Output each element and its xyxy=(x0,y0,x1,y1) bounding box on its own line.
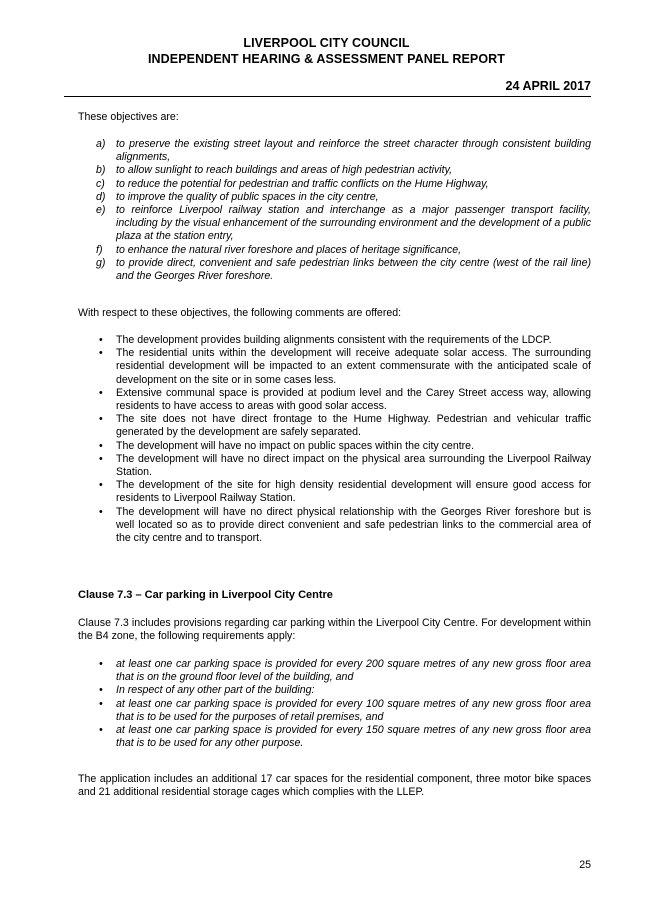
requirements-list xyxy=(96,658,591,750)
list-item xyxy=(96,347,591,387)
bullet-icon: • xyxy=(99,439,103,452)
list-item xyxy=(96,191,591,204)
list-text: The site does not have direct frontage to the Hume Highway. Pedestrian and vehicular traffic generated by the development are safely separated. xyxy=(116,413,591,439)
list-label: f) xyxy=(96,243,103,256)
bullet-icon: • xyxy=(99,334,103,346)
list-text: The development provides building alignments consistent with the requirements of the LDCP. xyxy=(116,334,552,346)
list-item xyxy=(96,453,591,479)
list-label: a) xyxy=(96,138,106,150)
bullet-icon: • xyxy=(99,684,103,697)
list-item xyxy=(96,413,591,439)
list-item xyxy=(96,658,591,684)
list-text: to preserve the existing street layout and reinforce the street character through consistent building alignments, xyxy=(116,138,591,164)
list-item xyxy=(96,387,591,413)
list-text: to provide direct, convenient and safe pedestrian links between the city centre (west of the rail line) and the Georges River foreshore. xyxy=(116,256,591,283)
bullet-icon: • xyxy=(99,697,103,710)
list-item xyxy=(96,440,591,453)
list-text: The development of the site for high density residential development will ensure good access for residents to Liverpool Railway Station. xyxy=(116,479,591,505)
list-item xyxy=(96,138,591,164)
section-heading: Clause 7.3 – Car parking in Liverpool City Centre xyxy=(78,589,333,601)
list-label: e) xyxy=(96,204,106,217)
list-text: to enhance the natural river foreshore and places of heritage significance, xyxy=(116,243,462,256)
list-label: d) xyxy=(96,190,106,203)
list-text: The development will have no direct physical relationship with the Georges River foreshore but is well located so as to provide direct convenient and safe pedestrian links to the commercial area of the city centre and to transport. xyxy=(116,505,591,545)
list-item xyxy=(96,506,591,546)
comments-intro: With respect to these objectives, the following comments are offered: xyxy=(78,307,402,319)
list-text: The development will have no impact on public spaces within the city centre. xyxy=(116,439,475,452)
list-text: The development will have no direct impact on the physical area surrounding the Liverpool Railway Station. xyxy=(116,452,591,479)
header-date: 24 APRIL 2017 xyxy=(505,79,591,93)
list-label: g) xyxy=(96,256,106,269)
bullet-icon: • xyxy=(99,658,103,670)
list-item xyxy=(96,479,591,505)
list-label: c) xyxy=(96,177,105,190)
bullet-icon: • xyxy=(99,413,103,426)
bullet-icon: • xyxy=(99,724,103,737)
list-item xyxy=(96,334,591,347)
list-item xyxy=(96,204,591,244)
list-text: at least one car parking space is provided for every 200 square metres of any new gross floor area that is on the ground floor level of the building, and xyxy=(116,658,591,684)
final-paragraph: The application includes an additional 17 car spaces for the residential component, three motor bike spaces and 21 additional residential storage cages which complies with the LLEP. xyxy=(78,773,591,799)
list-text: at least one car parking space is provided for every 150 square metres of any new gross floor area that is to be used for any other purpose. xyxy=(116,724,591,750)
list-item xyxy=(96,724,591,750)
header-report-title: INDEPENDENT HEARING & ASSESSMENT PANEL REPORT xyxy=(147,52,506,66)
header-rule xyxy=(64,96,591,97)
list-text: to reinforce Liverpool railway station and interchange as a major passenger transport facility, including by the visual enhancement of the surrounding environment and the development of a public plaza at the station entry, xyxy=(116,204,591,243)
list-item xyxy=(96,164,591,177)
list-text: to improve the quality of public spaces in the city centre, xyxy=(116,190,379,203)
objectives-intro: These objectives are: xyxy=(78,111,179,123)
list-text: to reduce the potential for pedestrian and traffic conflicts on the Hume Highway, xyxy=(116,177,489,190)
bullet-icon: • xyxy=(99,386,103,399)
list-item xyxy=(96,257,591,283)
bullet-icon: • xyxy=(99,479,103,492)
list-item xyxy=(96,698,591,724)
bullet-icon: • xyxy=(99,452,103,465)
comments-list xyxy=(96,334,591,545)
objectives-list xyxy=(96,138,591,283)
list-item xyxy=(96,244,591,257)
list-text: Extensive communal space is provided at podium level and the Carey Street access way, allowing residents to have access to areas with good solar access. xyxy=(116,386,591,413)
header-council: LIVERPOOL CITY COUNCIL xyxy=(243,36,410,50)
page-number: 25 xyxy=(579,859,591,871)
list-text: at least one car parking space is provided for every 100 square metres of any new gross floor area that is to be used for the purposes of retail premises, and xyxy=(116,697,591,723)
list-text: In respect of any other part of the building: xyxy=(116,684,315,697)
bullet-icon: • xyxy=(99,347,103,360)
list-label: b) xyxy=(96,164,106,177)
bullet-icon: • xyxy=(99,505,103,518)
list-item xyxy=(96,178,591,191)
list-text: The residential units within the development will receive adequate solar access. The surrounding residential development will be impacted to an extent commensurate with the anticipated scale of development on the site or in some cases less. xyxy=(116,347,591,386)
list-text: to allow sunlight to reach buildings and areas of high pedestrian activity, xyxy=(116,164,453,177)
list-item xyxy=(96,684,591,697)
clause-paragraph: Clause 7.3 includes provisions regarding car parking within the Liverpool City Centre. For development within the B4 zone, the following requirements apply: xyxy=(78,617,591,643)
